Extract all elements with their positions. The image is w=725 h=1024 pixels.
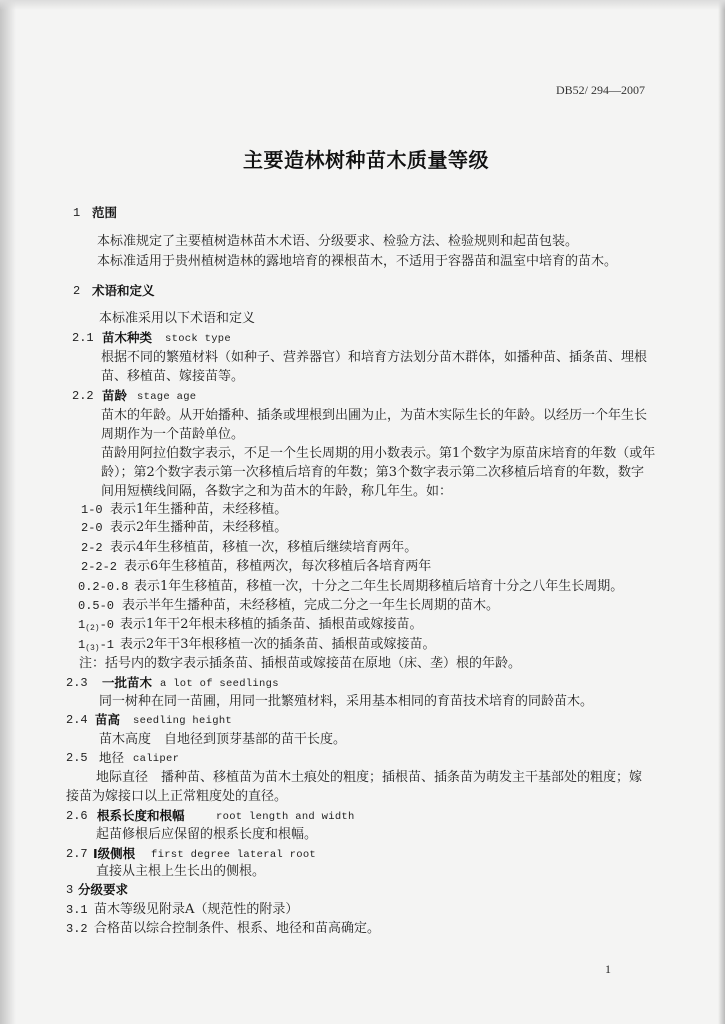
section-number: 2	[73, 284, 81, 298]
definition-line: 根据不同的繁殖材料（如种子、营养器官）和培育方法划分苗木群体，如播种苗、插条苗、埋根	[101, 350, 648, 365]
example-description: 表示4年生移植苗，移植一次，移植后继续培育两年。	[110, 540, 418, 555]
term-english: seedling height	[133, 715, 233, 727]
term-english: a lot of seedlings	[160, 678, 279, 690]
definition-line: 间用短横线间隔，各数字之和为苗木的年龄，称几年生。如：	[101, 484, 453, 499]
example-description: 表示2年生播种苗，未经移植。	[110, 520, 288, 535]
scan-shadow-left	[0, 0, 16, 1024]
term-english: first degree lateral root	[151, 849, 317, 861]
scan-shadow-top	[0, 0, 725, 10]
clause-number: 3.1	[66, 903, 88, 917]
term-name: 苗高	[95, 712, 121, 727]
note: 注：括号内的数字表示插条苗、插根苗或嫁接苗在原地（床、垄）根的年龄。	[79, 656, 522, 671]
example-code-main: 1	[78, 618, 86, 632]
clause-text: 苗木等级见附录A（规范性的附录）	[94, 902, 299, 917]
term-number: 2.2	[72, 389, 94, 403]
clause-text: 合格苗以综合控制条件、根系、地径和苗高确定。	[94, 921, 381, 936]
definition-line: 苗龄用阿拉伯数字表示，不足一个生长周期的用小数表示。第1个数字为原苗床培育的年数（或年	[101, 446, 656, 461]
section-intro: 本标准采用以下术语和定义	[99, 311, 256, 326]
example-description: 表示1年干2年根未移植的插条苗、插根苗或嫁接苗。	[120, 617, 423, 632]
term-number: 2.7	[66, 847, 88, 861]
example-description: 表示2年干3年根移植一次的插条苗、插根苗或嫁接苗。	[120, 637, 436, 652]
term-number: 2.3	[66, 676, 88, 690]
example-code: 2-2-2	[81, 560, 118, 574]
definition-line: 直接从主根上生长出的侧根。	[96, 864, 266, 879]
term-name: 根系长度和根幅	[97, 808, 185, 823]
document-number: DB52/ 294—2007	[555, 83, 645, 97]
term-name: 一批苗木	[102, 675, 153, 690]
example-code	[78, 617, 114, 637]
definition-line: 苗木高度 自地径到顶芽基部的苗干长度。	[99, 732, 347, 747]
page-title: 主要造林树种苗木质量等级	[243, 148, 489, 172]
example-description: 表示半年生播种苗，未经移植，完成二分之一年生长周期的苗木。	[122, 598, 500, 613]
definition-line: 周期作为一个苗龄单位。	[101, 427, 245, 442]
page-number: 1	[605, 962, 611, 976]
term-name: Ⅰ级侧根	[93, 846, 136, 861]
term-name: 地径	[99, 750, 125, 765]
scan-shadow-right	[718, 0, 725, 1024]
term-number: 2.1	[72, 331, 94, 345]
example-code-tail: -0	[99, 618, 115, 632]
definition-line: 同一树种在同一苗圃，用同一批繁殖材料，采用基本相同的育苗技术培育的同龄苗木。	[99, 694, 594, 709]
definition-line: 起苗修根后应保留的根系长度和根幅。	[96, 827, 318, 842]
paragraph-line: 本标准适用于贵州植树造林的露地培育的裸根苗木，不适用于容器苗和温室中培育的苗木。	[97, 254, 618, 269]
example-code: 1-0	[81, 503, 103, 517]
term-name: 苗龄	[102, 388, 128, 403]
example-description: 表示1年生播种苗，未经移植。	[110, 502, 288, 517]
example-code	[78, 637, 114, 657]
section-number: 1	[73, 206, 81, 220]
definition-line: 接苗为嫁接口以上正常粗度处的直径。	[66, 789, 288, 804]
section-number: 3	[66, 883, 74, 897]
term-english: stock type	[165, 333, 232, 345]
term-english: root length and width	[216, 811, 355, 823]
term-number: 2.6	[66, 809, 88, 823]
definition-line: 龄）；第2个数字表示第一次移植后培育的年数；第3个数字表示第二次移植后培育的年数，数字	[101, 465, 645, 480]
example-code: 0.5-0	[78, 599, 115, 613]
clause-number: 3.2	[66, 922, 88, 936]
example-code: 2-0	[81, 521, 103, 535]
term-english: stage age	[137, 391, 197, 403]
section-heading: 术语和定义	[92, 283, 155, 298]
term-number: 2.5	[66, 751, 88, 765]
term-number: 2.4	[66, 713, 88, 727]
definition-line: 地际直径 播种苗、移植苗为苗木土痕处的粗度；插根苗、插条苗为萌发主干基部处的粗度；嫁	[96, 770, 643, 785]
definition-line: 苗木的年龄。从开始播种、插条或埋根到出圃为止，为苗木实际生长的年龄。以经历一个年生长	[101, 408, 648, 423]
example-code-subscript: (2)	[85, 624, 100, 633]
term-english: caliper	[133, 753, 180, 765]
section-heading: 范围	[92, 205, 118, 220]
example-code: 2-2	[81, 541, 103, 555]
example-description: 表示6年生移植苗，移植两次，每次移植后各培育两年	[124, 559, 432, 574]
example-description: 表示1年生移植苗，移植一次，十分之二年生长周期移植后培育十分之八年生长周期。	[134, 579, 624, 594]
example-code-subscript: (3)	[85, 644, 100, 653]
term-name: 苗木种类	[102, 330, 153, 345]
example-code-tail: -1	[99, 638, 115, 652]
section-heading: 分级要求	[78, 882, 129, 897]
example-code: 0.2-0.8	[78, 580, 129, 594]
paragraph-line: 本标准规定了主要植树造林苗木术语、分级要求、检验方法、检验规则和起苗包装。	[97, 234, 579, 249]
definition-line: 苗、移植苗、嫁接苗等。	[101, 369, 245, 384]
example-code-main: 1	[78, 638, 86, 652]
